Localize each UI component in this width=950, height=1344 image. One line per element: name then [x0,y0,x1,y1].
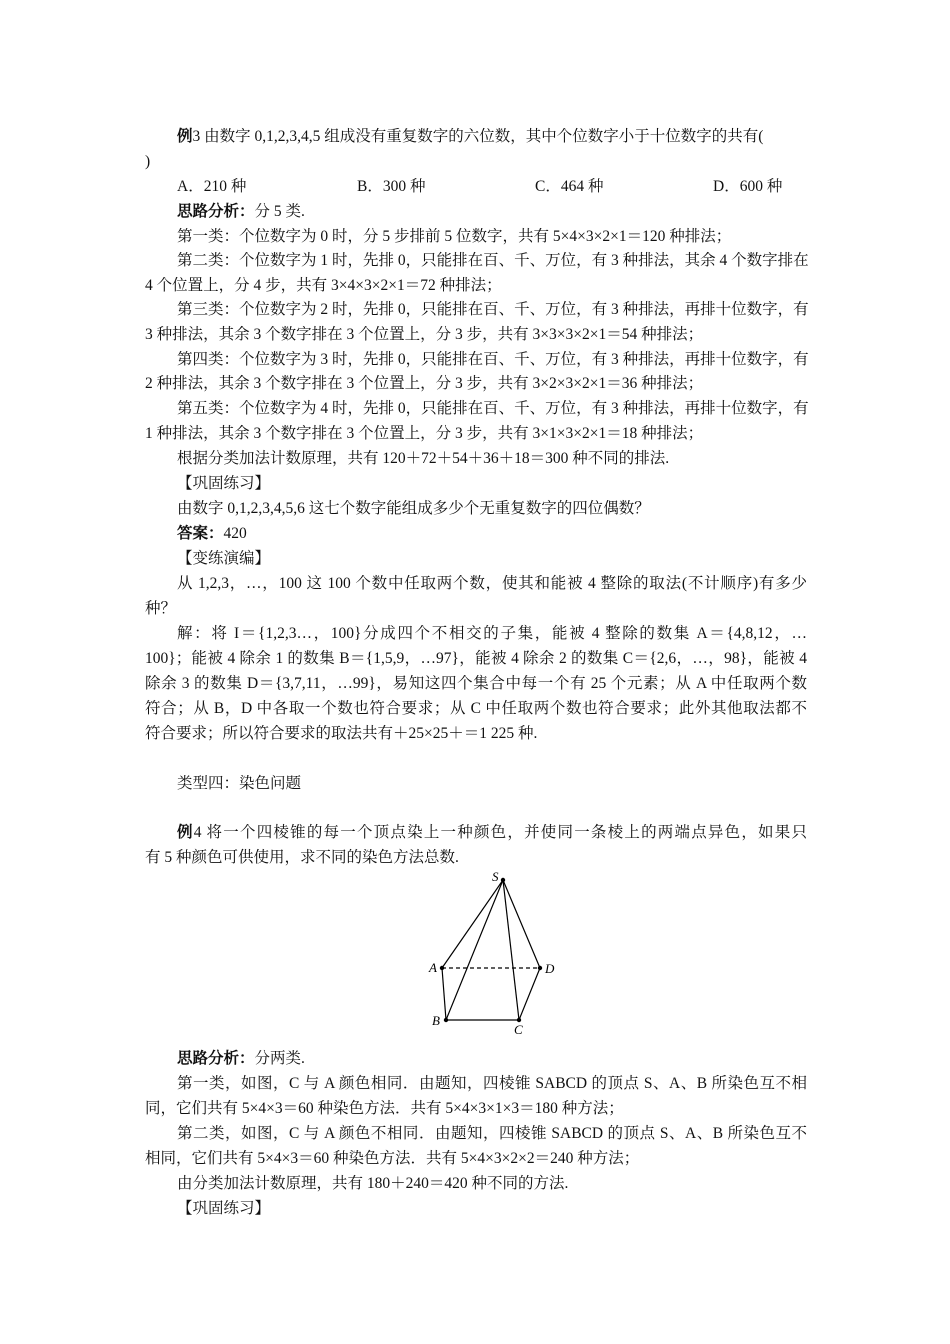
case-line: 3 种排法，其余 3 个数字排在 3 个位置上，分 3 步，共有 3×3×3×2×1＝54 种排法； [145,326,704,343]
analysis-label: 思路分析： [177,1050,255,1067]
label-b: B [432,1013,440,1028]
edge-ab [442,968,446,1020]
practice-answer [177,522,839,546]
answer-label: 答案： [177,525,224,542]
case-line: 2 种排法，其余 3 个数字排在 3 个位置上，分 3 步，共有 3×2×3×2×1＝36 种排法； [145,375,704,392]
solution-line: 符合；从 B，D 中各取一个数也符合要求；从 C 中任取两个数也符合要求；此外其他取法都不 [145,700,807,717]
case-conclusion: 根据分类加法计数原理，共有 120＋72＋54＋36＋18＝300 种不同的排法. [177,450,670,467]
practice-header: 【巩固练习】 [177,475,271,492]
solution-line: 100}；能被 4 除余 1 的数集 B＝{1,5,9，…97}，能被 4 除余 2 的数集 C＝{2,6，…，98}，能被 4 [145,650,807,667]
pyramid-figure [420,868,560,1040]
case-line: 第二类：个位数字为 1 时，先排 0，只能排在百、千、万位，有 3 种排法，其余 4 个数字排在 [177,252,809,269]
answer-value: 420 [223,525,247,542]
example4-question [177,821,807,845]
vertex-d [538,966,542,970]
example3-question [177,125,839,149]
option-d: D．600 种 [713,178,783,195]
option-c: C．464 种 [535,178,604,195]
variation-question: 从 1,2,3，…，100 这 100 个数中任取两个数，使其和能被 4 整除的取法(不计顺序)有多少 [177,575,807,592]
case-line: 第一类：个位数字为 0 时，分 5 步排前 5 位数字，共有 5×4×3×2×1＝120 种排法； [177,228,732,245]
edge-sc [503,880,519,1020]
practice-question: 由数字 0,1,2,3,4,5,6 这七个数字能组成多少个无重复数字的四位偶数？ [177,500,650,517]
vertex-a [440,966,444,970]
case-line: 4 个位置上，分 4 步，共有 3×4×3×2×1＝72 种排法； [145,277,502,294]
example4-text: 4 将一个四棱锥的每一个顶点染上一种颜色，并使同一条棱上的两端点异色，如果只 [193,824,807,841]
case-line: 第三类：个位数字为 2 时，先排 0，只能排在百、千、万位，有 3 种排法，再排十位数字，有 [177,301,809,318]
solution-line: 除余 3 的数集 D＝{3,7,11，…99}，易知这四个集合中每一个有 25 个元素；从 A 中任取两个数 [145,675,807,692]
option-b: B．300 种 [357,178,426,195]
case-conclusion: 由分类加法计数原理，共有 180＋240＝420 种不同的方法. [177,1175,569,1192]
example3-analysis [177,200,839,224]
variation-question-cont: 种？ [145,600,177,617]
example3-label: 例 [177,128,193,145]
section-title: 类型四：染色问题 [177,775,302,792]
analysis-text: 分两类. [254,1050,305,1067]
vertex-b [444,1018,448,1022]
label-s: S [492,869,499,884]
example4-label: 例 [177,824,194,841]
case-line: 1 种排法，其余 3 个数字排在 3 个位置上，分 3 步，共有 3×1×3×2×1＝18 种排法； [145,425,704,442]
case-line: 第四类：个位数字为 3 时，先排 0，只能排在百、千、万位，有 3 种排法，再排十位数字，有 [177,351,809,368]
label-d: D [545,961,555,976]
variation-header: 【变练演编】 [177,550,271,567]
label-a: A [429,960,437,975]
case-line: 第一类，如图，C 与 A 颜色相同．由题知，四棱锥 SABCD 的顶点 S、A、B 所染色互不相 [177,1075,807,1092]
analysis-text: 分 5 类. [254,203,305,220]
example4-analysis [177,1047,839,1071]
example3-question-cont: ) [145,153,151,170]
solution-line: 解：将 I＝{1,2,3…，100}分成四个不相交的子集，能被 4 整除的数集 A＝{4,8,12，… [177,625,807,642]
case-line: 同，它们共有 5×4×3＝60 种染色方法．共有 5×4×3×1×3＝180 种方法； [145,1100,624,1117]
example4-question-cont: 有 5 种颜色可供使用，求不同的染色方法总数. [145,849,459,866]
example3-text: 3 由数字 0,1,2,3,4,5 组成没有重复数字的六位数，其中个位数字小于十位数字的共有( [192,128,764,145]
case-line: 第二类，如图，C 与 A 颜色不相同．由题知，四棱锥 SABCD 的顶点 S、A、B 所染色互不 [177,1125,807,1142]
option-a: A．210 种 [177,178,247,195]
solution-line: 符合要求；所以符合要求的取法共有＋25×25＋＝1 225 种. [145,725,538,742]
label-c: C [514,1022,523,1037]
case-line: 第五类：个位数字为 4 时，先排 0，只能排在百、千、万位，有 3 种排法，再排十位数字，有 [177,400,809,417]
case-line: 相同，它们共有 5×4×3＝60 种染色方法．共有 5×4×3×2×2＝240 种方法； [145,1150,640,1167]
edge-cd [519,968,540,1020]
analysis-label: 思路分析： [177,203,255,220]
vertex-s [501,878,505,882]
practice-header: 【巩固练习】 [177,1200,271,1217]
